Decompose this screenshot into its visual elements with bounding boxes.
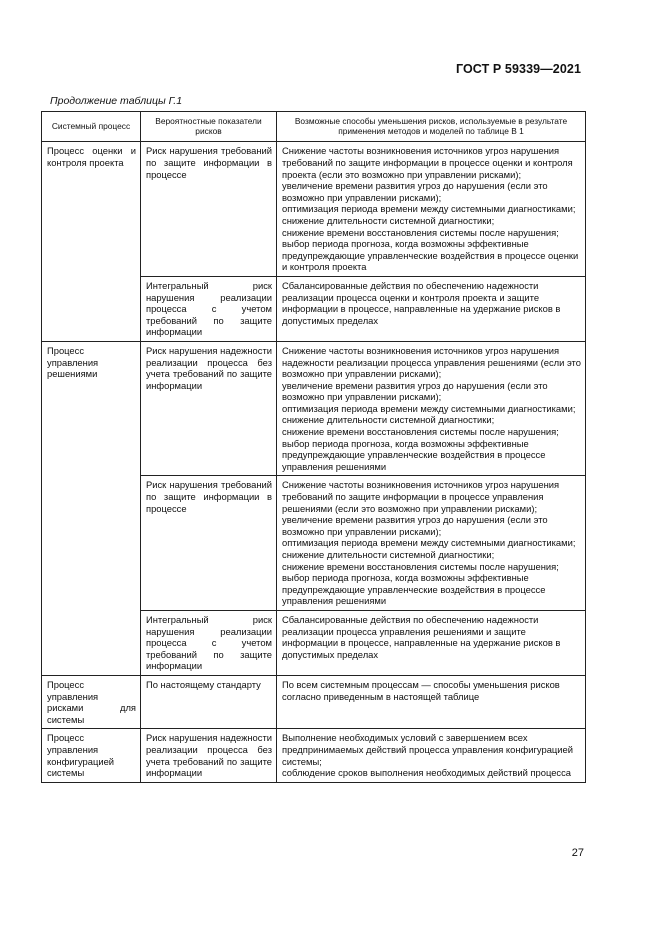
method-item: снижение времени восстановления системы после нарушения; bbox=[282, 560, 559, 572]
methods-cell bbox=[277, 142, 586, 277]
methods-cell bbox=[277, 675, 586, 728]
indicator-cell: Интегральный риск нарушения реализации процесса с учетом требований по защите информации bbox=[141, 276, 277, 341]
table-row bbox=[42, 729, 586, 782]
method-item: Выполнение необходимых условий с завершением всех предпринимаемых действий процесса управления конфигурацией системы; bbox=[282, 732, 573, 767]
method-item: выбор периода прогноза, когда возможны эффективные предупреждающие управленческие воздействия в процессе оценки и контроля проекта bbox=[282, 238, 579, 273]
header-indicators: Вероятностные показатели рисков bbox=[141, 112, 277, 142]
method-item: выбор периода прогноза, когда возможны эффективные предупреждающие управленческие воздействия в процессе управления решениями bbox=[282, 437, 546, 472]
indicator-cell: Интегральный риск нарушения реализации процесса с учетом требований по защите информации bbox=[141, 610, 277, 675]
method-item: увеличение времени развития угроз до нарушения (если это возможно при управлении рисками); bbox=[282, 514, 548, 537]
method-item: Снижение частоты возникновения источников угроз нарушения требований по защите информации в процессе управления решениями (если это возможно при управлении рисками); bbox=[282, 479, 560, 514]
method-item: оптимизация периода времени между системными диагностиками; bbox=[282, 402, 576, 414]
method-item: По всем системным процессам — способы уменьшения рисков согласно приведенным в настоящей таблице bbox=[282, 678, 560, 702]
process-cell: Процесс оценки и контроля проекта bbox=[42, 142, 141, 342]
method-item: увеличение времени развития угроз до нарушения (если это возможно при управлении рисками); bbox=[282, 379, 548, 403]
table-row bbox=[42, 675, 586, 728]
method-item: выбор периода прогноза, когда возможны эффективные предупреждающие управленческие воздействия в процессе управления решениями bbox=[282, 572, 546, 607]
method-item: снижение длительности системной диагностики; bbox=[282, 214, 495, 226]
method-item: соблюдение сроков выполнения необходимых действий процесса bbox=[282, 767, 572, 779]
indicator-cell: По настоящему стандарту bbox=[141, 675, 277, 728]
method-item: Снижение частоты возникновения источников угроз нарушения требований по защите информации в процессе оценки и контроля проекта (если это возможно при управлении рисками); bbox=[282, 145, 573, 180]
process-cell: Процесс управления решениями bbox=[42, 341, 141, 675]
indicator-cell: Риск нарушения требований по защите информации в процессе bbox=[141, 476, 277, 611]
indicator-cell: Риск нарушения требований по защите информации в процессе bbox=[141, 142, 277, 277]
method-item: снижение времени восстановления системы после нарушения; bbox=[282, 426, 559, 438]
method-item: Сбалансированные действия по обеспечению надежности реализации процесса управления решениями и защите информации в процессе, направленные на удержание рисков в допустимых пределах bbox=[282, 613, 561, 660]
table-header-row bbox=[42, 112, 586, 142]
method-item: снижение длительности системной диагностики; bbox=[282, 414, 495, 426]
risk-table bbox=[41, 111, 586, 783]
table-caption: Продолжение таблицы Г.1 bbox=[50, 95, 183, 107]
method-item: снижение времени восстановления системы после нарушения; bbox=[282, 226, 559, 238]
table-row bbox=[42, 341, 586, 476]
methods-cell bbox=[277, 610, 586, 675]
method-item: оптимизация периода времени между системными диагностиками; bbox=[282, 203, 576, 215]
header-process: Системный процесс bbox=[42, 112, 141, 142]
process-cell: Процесс управления рисками для системы bbox=[42, 675, 141, 728]
indicator-cell: Риск нарушения надежности реализации процесса без учета требований по защите информации bbox=[141, 341, 277, 476]
method-item: оптимизация периода времени между системными диагностиками; bbox=[282, 537, 576, 549]
process-cell: Процесс управления конфигурацией системы bbox=[42, 729, 141, 782]
methods-cell bbox=[277, 341, 586, 476]
table-row bbox=[42, 142, 586, 277]
methods-cell bbox=[277, 476, 586, 611]
indicator-cell: Риск нарушения надежности реализации процесса без учета требований по защите информации bbox=[141, 729, 277, 782]
page-number: 27 bbox=[571, 847, 584, 859]
header-methods: Возможные способы уменьшения рисков, используемые в результате применения методов и моделей по таблице В 1 bbox=[277, 112, 586, 142]
method-item: Снижение частоты возникновения источников угроз нарушения надежности реализации процесса управления решениями (если это возможно при управлении рисками); bbox=[282, 344, 581, 380]
method-item: Сбалансированные действия по обеспечению надежности реализации процесса оценки и контроля проекта и защите информации в процессе, направленные на удержание рисков в допустимых пределах bbox=[282, 279, 561, 326]
methods-cell bbox=[277, 729, 586, 782]
methods-cell bbox=[277, 276, 586, 341]
standard-header: ГОСТ Р 59339—2021 bbox=[455, 62, 581, 76]
method-item: снижение длительности системной диагностики; bbox=[282, 549, 495, 560]
method-item: увеличение времени развития угроз до нарушения (если это возможно при управлении рисками); bbox=[282, 180, 548, 203]
